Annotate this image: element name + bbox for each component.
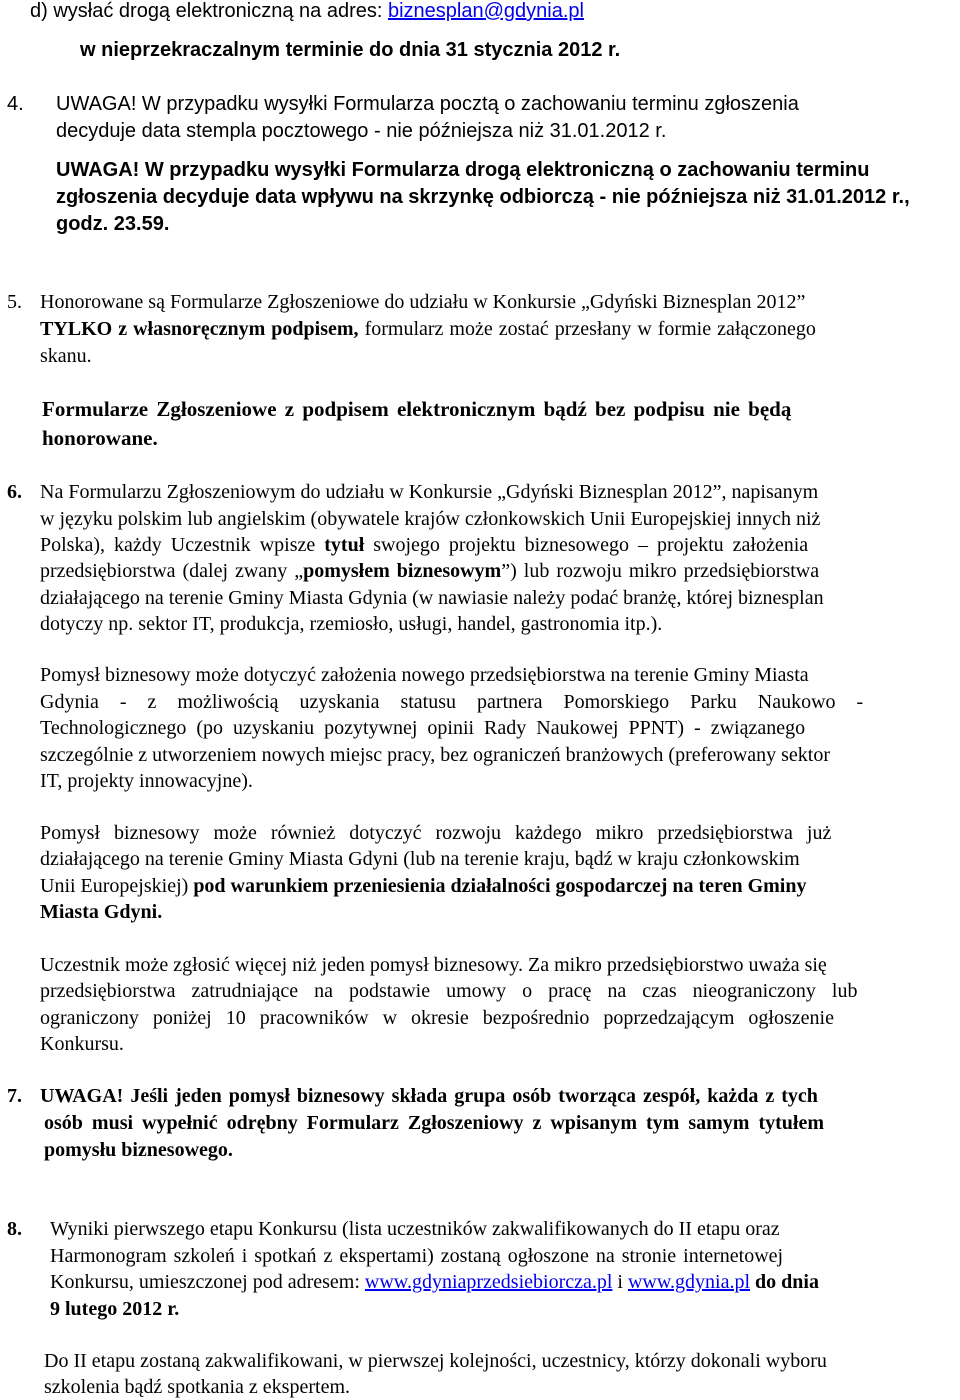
section-4-number: 4. [7, 93, 24, 115]
section-6-line1: Na Formularzu Zgłoszeniowym do udziału w Konkursie „Gdyński Biznesplan 2012”, napisanym [40, 481, 819, 503]
section-6-line4 [40, 560, 819, 583]
section-7-line3: pomysłu biznesowego. [44, 1139, 233, 1161]
section-5-number: 5. [7, 291, 22, 313]
section-5-line3: skanu. [40, 345, 92, 367]
section-7-line2: osób musi wypełnić odrębny Formularz Zgłoszeniowy z wpisanym tym samym tytułem [44, 1112, 824, 1134]
section-6-para2-line2 [40, 691, 957, 714]
section-6-para4-line3: ograniczony poniżej 10 pracowników w okresie bezpośrednio poprzedzającym ogłoszenie [40, 1007, 834, 1029]
gdynia-link[interactable]: www.gdynia.pl [627, 1271, 751, 1293]
section-7-line1: UWAGA! Jeśli jeden pomysł biznesowy składa grupa osób tworząca zespół, każda z tych [40, 1085, 818, 1107]
section-4-line4: zgłoszenia decyduje data wpływu na skrzynkę odbiorczą - nie późniejsza niż 31.01.2012 r., [56, 186, 910, 208]
item-d-lead: d) wysłać drogą elektroniczną na adres: [30, 0, 388, 22]
section-4-line3: UWAGA! W przypadku wysyłki Formularza drogą elektroniczną o zachowaniu terminu [56, 159, 870, 181]
item-d-line1 [30, 0, 584, 23]
section-6-business-idea-term: pomysłem biznesowym [303, 560, 502, 582]
section-5-line2-rest: formularz może zostać przesłany w formie załączonego [358, 318, 816, 340]
section-6-para3-line3-a: Unii Europejskiej) [40, 875, 194, 897]
section-7-number: 7. [7, 1085, 22, 1107]
section-6-line2: w języku polskim lub angielskim (obywatele krajów członkowskich Unii Europejskiej innych niż [40, 508, 821, 530]
section-8-para2-line1: Do II etapu zostaną zakwalifikowani, w pierwszej kolejności, uczestnicy, którzy dokonali wyboru [44, 1350, 827, 1372]
section-6-para4-line4: Konkursu. [40, 1033, 124, 1055]
section-5-bold-line1: Formularze Zgłoszeniowe z podpisem elektronicznym bądź bez podpisu nie będą [42, 397, 792, 421]
section-6-line4-c: ”) lub rozwoju mikro przedsiębiorstwa [501, 560, 820, 582]
section-8-line3 [50, 1271, 819, 1294]
email-link[interactable]: biznesplan@gdynia.pl [387, 0, 584, 22]
section-6-para2-line1: Pomysł biznesowy może dotyczyć założenia nowego przedsiębiorstwa na terenie Gminy Miasta [40, 664, 809, 686]
section-6-para2-line4: szczególnie z utworzeniem nowych miejsc pracy, bez ograniczeń branżowych (preferowany sektor [40, 744, 831, 766]
section-6-title-word: tytuł [324, 534, 365, 556]
section-6-para2-line5: IT, projekty innowacyjne). [40, 770, 253, 792]
section-6-para3-line4: Miasta Gdyni. [40, 901, 163, 923]
section-8-line3-c: do dnia [750, 1271, 819, 1293]
section-5-line1 [40, 291, 957, 314]
section-6-line6: dotyczy np. sektor IT, produkcja, rzemiosło, usługi, handel, gastronomia itp.). [40, 613, 663, 635]
section-6-para2-line3: Technologicznego (po uzyskaniu pozytywnej opinii Rady Naukowej PPNT) - związanego [40, 717, 806, 739]
section-5-line1-text: Honorowane są Formularze Zgłoszeniowe do udziału w Konkursie „Gdyński Biznesplan 2012” [40, 291, 806, 313]
section-6-line3-c: swojego projektu biznesowego – projektu założenia [364, 534, 809, 556]
item-d-deadline: w nieprzekraczalnym terminie do dnia 31 stycznia 2012 r. [80, 39, 621, 61]
section-6-number: 6. [7, 481, 22, 503]
section-6-line4-a: przedsiębiorstwa (dalej zwany „ [40, 560, 304, 582]
section-8-line1: Wyniki pierwszego etapu Konkursu (lista uczestników zakwalifikowanych do II etapu oraz [50, 1218, 780, 1240]
section-6-line5: działającego na terenie Gminy Miasta Gdynia (w nawiasie należy podać branżę, której biznesplan [40, 587, 824, 609]
section-8-para2-line2: szkolenia bądź spotkania z ekspertem. [44, 1376, 350, 1398]
section-4-line5: godz. 23.59. [56, 213, 170, 235]
section-8-line2: Harmonogram szkoleń i spotkań z ekspertami) zostaną ogłoszone na stronie internetowej [50, 1245, 784, 1267]
section-6-relocation-condition: pod warunkiem przeniesienia działalności gospodarczej na teren Gminy [193, 875, 807, 897]
section-5-bold-line2: honorowane. [42, 426, 158, 450]
section-5-signature-note: TYLKO z własnoręcznym podpisem, [40, 318, 359, 340]
section-8-line3-a: Konkursu, umieszczonej pod adresem: [50, 1271, 365, 1293]
section-4-line2: decyduje data stempla pocztowego - nie późniejsza niż 31.01.2012 r. [56, 120, 667, 142]
section-8-number: 8. [7, 1218, 22, 1240]
section-6-para2-line2-text: Gdynia - z możliwością uzyskania statusu partnera Pomorskiego Parku Naukowo - [40, 691, 864, 713]
section-6-para4-line1: Uczestnik może zgłosić więcej niż jeden pomysł biznesowy. Za mikro przedsiębiorstwo uważa się [40, 954, 827, 976]
section-6-para3-line3 [40, 875, 806, 898]
section-6-para4-line2: przedsiębiorstwa zatrudniające na podstawie umowy o pracę na czas nieograniczony lub [40, 980, 858, 1002]
section-6-para3-line2: działającego na terenie Gminy Miasta Gdyni (lub na terenie kraju, bądź w kraju członkowskim [40, 848, 800, 870]
gdyniaprzedsiebiorcza-link[interactable]: www.gdyniaprzedsiebiorcza.pl [364, 1271, 613, 1293]
section-6-para3-line1: Pomysł biznesowy może również dotyczyć rozwoju każdego mikro przedsiębiorstwa już [40, 822, 832, 844]
section-6-line3-a: Polska), każdy Uczestnik wpisze [40, 534, 325, 556]
section-6-line3 [40, 534, 808, 557]
section-5-line2 [40, 318, 816, 341]
section-8-line4: 9 lutego 2012 r. [50, 1298, 180, 1320]
section-4-line1: UWAGA! W przypadku wysyłki Formularza pocztą o zachowaniu terminu zgłoszenia [56, 93, 799, 115]
section-8-line3-b: i [612, 1271, 628, 1293]
